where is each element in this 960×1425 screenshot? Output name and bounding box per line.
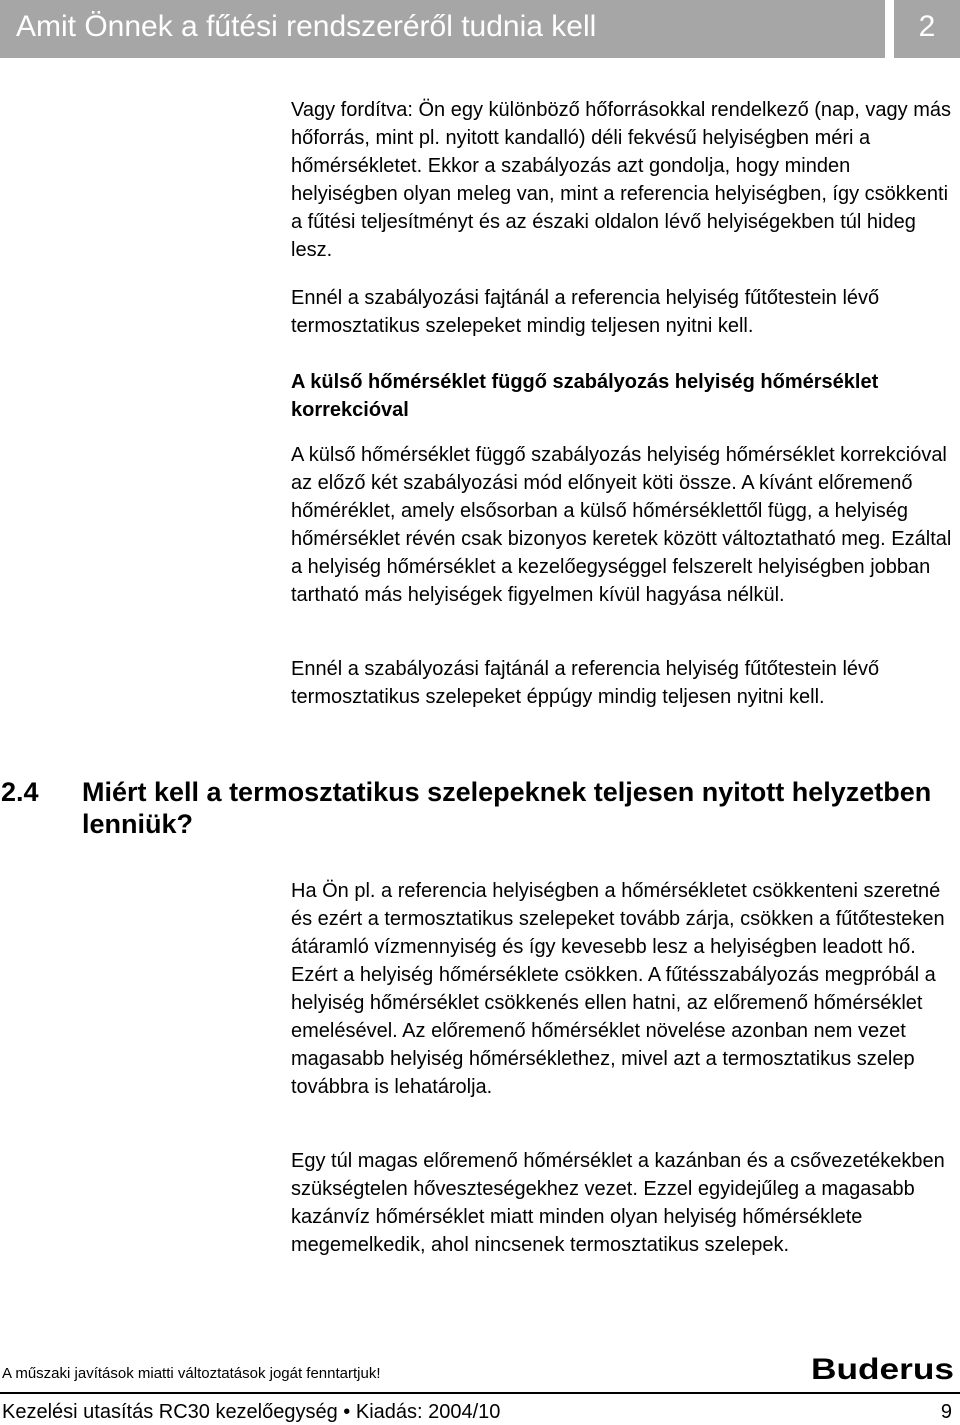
paragraph-heat-loss: Egy túl magas előremenő hőmérséklet a kazánban és a csővezetékekben szükségtelen hőveszteségekhez vezet. Ezzel egyidejűleg a magasabb kazánvíz hőmérséklet miatt minden olyan helyiség hőmérséklete megemelkedik, ahol nincsenek termosztatikus szelepek. — [291, 1150, 945, 1256]
logo-wordmark: Buderus — [811, 1353, 954, 1384]
page-header — [0, 0, 885, 58]
paragraph-reverse-case: Vagy fordítva: Ön egy különböző hőforrásokkal rendelkező (nap, vagy más hőforrás, mint pl. nyitott kandalló) déli fekvésű helyiségben méri a hőmérsékletet. Ekkor a szabályozás azt gondolja, hogy minden helyiségben olyan meleg van, mint a referencia helyiségben, így csökkenti a fűtési teljesítményt és az északi oldalon lévő helyiségekben túl hideg lesz. — [291, 99, 951, 261]
paragraph-valve-note-2: Ennél a szabályozási fajtánál a referencia helyiség fűtőtestein lévő termosztatikus szelepeket éppúgy mindig teljesen nyitni kell. — [291, 658, 880, 708]
paragraph-valve-closing: Ha Ön pl. a referencia helyiségben a hőmérsékletet csökkenteni szeretné és ezért a termosztatikus szelepeket tovább zárja, csökken a fűtőtesteken átáramló vízmennyiség és így kevesebb lesz a helyiségben leadott hő. Ezért a helyiség hőmérséklete csökken. A fűtésszabályozás megpróbál a helyiség hőmérséklet csökkenés ellen hatni, az előremenő hőmérséklet emelésével. Az előremenő hőmérséklet növelése azonban nem vezet magasabb helyiség hőmérséklethez, mivel azt a termosztatikus szelep továbbra is lehatárolja. — [291, 880, 945, 1098]
buderus-logo — [811, 1352, 956, 1384]
footer-rule — [0, 1392, 960, 1394]
page-title: Amit Önnek a fűtési rendszeréről tudnia kell — [16, 10, 597, 43]
section-number: 2.4 — [1, 777, 39, 807]
chapter-badge — [894, 0, 960, 58]
footer-disclaimer: A műszaki javítások miatti változtatások jogát fenntartjuk! — [2, 1365, 381, 1382]
footer-manual-info: Kezelési utasítás RC30 kezelőegység • Kiadás: 2004/10 — [2, 1401, 501, 1423]
subheading-room-correction: A külső hőmérséklet függő szabályozás helyiség hőmérséklet korrekcióval — [291, 371, 879, 421]
section-heading: Miért kell a termosztatikus szelepeknek teljesen nyitott helyzetben lenniük? — [82, 777, 932, 839]
paragraph-room-correction: A külső hőmérséklet függő szabályozás helyiség hőmérséklet korrekcióval az előző két szabályozási mód előnyeit köti össze. A kívánt előremenő hőméréklet, amely elsősorban a külső hőmérséklettől függ, a helyiség hőmérséklet révén csak bizonyos keretek között változtatható meg. Ezáltal a helyiség hőmérséklet a kezelőegységgel felszerelt helyiségben jobban tartható más helyiségek figyelmen kívül hagyása nélkül. — [291, 444, 952, 606]
chapter-number: 2 — [918, 10, 936, 43]
paragraph-valve-note-1: Ennél a szabályozási fajtánál a referencia helyiség fűtőtestein lévő termosztatikus szelepeket mindig teljesen nyitni kell. — [291, 287, 880, 337]
page-number: 9 — [940, 1401, 952, 1423]
